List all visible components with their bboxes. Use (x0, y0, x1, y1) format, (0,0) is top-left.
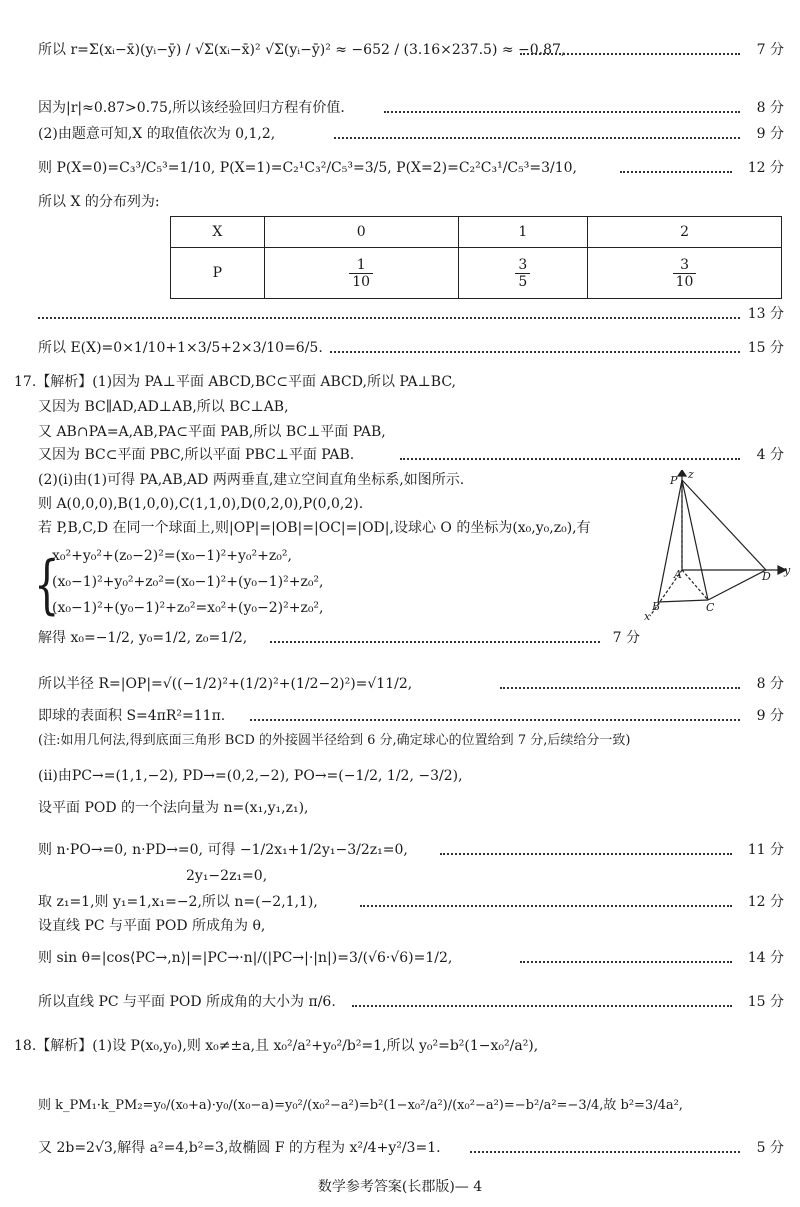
system-brace: { (34, 548, 60, 622)
label-z: z (688, 470, 694, 481)
pyramid-diagram (644, 470, 794, 620)
fraction-denominator: 10 (352, 273, 371, 290)
q17-text: 则 A(0,0,0),B(1,0,0),C(1,1,0),D(0,2,0),P(0,0,2). (38, 496, 364, 512)
score-label: 8 分 (753, 674, 784, 694)
score-label: 13 分 (744, 304, 784, 324)
table-cell (458, 248, 588, 299)
table-cell: P (171, 248, 265, 299)
edge-ac (682, 570, 708, 600)
table-cell: 0 (264, 217, 458, 248)
label-a: A (674, 568, 682, 581)
q17-text: 又因为 BC⊂平面 PBC,所以平面 PBC⊥平面 PAB. (38, 447, 355, 463)
table-cell: 1 (458, 217, 588, 248)
score-label: 14 分 (744, 948, 784, 968)
q18-text: 则 k_PM₁·k_PM₂=y₀/(x₀+a)·y₀/(x₀−a)=y₀²/(x₀²−a²)=b²(1−x₀²/a²)/(x₀²−a²)=−b²/a²=−3/4,故 b²=3/4a², (38, 1098, 683, 1113)
fraction-numerator: 3 (673, 257, 697, 274)
score-label: 15 分 (744, 992, 784, 1012)
label-y: y (784, 564, 791, 577)
probabilities-text: 则 P(X=0)=C₃³/C₅³=1/10, P(X=1)=C₂¹C₃²/C₅³=3/5, P(X=2)=C₂²C₃¹/C₅³=3/10, (38, 160, 577, 176)
dot-leader (620, 171, 732, 173)
q17-text: 17.【解析】(1)因为 PA⊥平面 ABCD,BC⊂平面 ABCD,所以 PA⊥BC, (14, 374, 457, 390)
q17-text: 又因为 BC∥AD,AD⊥AB,所以 BC⊥AB, (38, 399, 289, 415)
vectors-text: (ⅱ)由PC→=(1,1,−2), PD→=(0,2,−2), PO→=(−1/2, 1/2, −3/2), (38, 768, 463, 784)
fraction (673, 257, 697, 290)
table-cell (264, 248, 458, 299)
dot-leader (520, 961, 732, 963)
dot-leader (38, 317, 740, 319)
label-b: B (652, 600, 661, 613)
dot-leader (352, 1005, 732, 1007)
score-label: 12 分 (744, 158, 784, 178)
table-row (171, 248, 782, 299)
label-d: D (762, 570, 771, 583)
score-label: 4 分 (753, 445, 784, 465)
dot-leader (330, 351, 740, 353)
edge-bc (658, 600, 708, 602)
score-label: 7 分 (609, 628, 640, 648)
score-label: 15 分 (744, 338, 784, 358)
take-z-text: 取 z₁=1,则 y₁=1,x₁=−2,所以 n=(−2,1,1), (38, 894, 318, 910)
edge-pb (658, 480, 682, 602)
dot-leader (360, 905, 732, 907)
label-p: P (670, 474, 678, 487)
label-c: C (706, 601, 715, 614)
q17-text: 若 P,B,C,D 在同一个球面上,则|OP|=|OB|=|OC|=|OD|,设球心 O 的坐标为(x₀,y₀,z₀),有 (38, 520, 591, 536)
arrow-icon (678, 470, 686, 476)
edge-cd (708, 570, 766, 600)
normal-text: 设平面 POD 的一个法向量为 n=(x₁,y₁,z₁), (38, 800, 309, 816)
r-value-text: 因为|r|≈0.87>0.75,所以该经验回归方程有价值. (38, 100, 345, 116)
angle-def-text: 设直线 PC 与平面 POD 所成角为 θ, (38, 918, 266, 934)
label-x: x (644, 610, 651, 620)
r-formula-text: 所以 r=Σ(xᵢ−x̄)(yᵢ−ȳ) / √Σ(xᵢ−x̄)² √Σ(yᵢ−ȳ)² ≈ −652 / (3.16×237.5) ≈ −0.87, (38, 42, 566, 58)
edge-pd (682, 480, 766, 570)
sin-theta-text: 则 sin θ=|cos⟨PC→,n⟩|=|PC→·n|/(|PC→|·|n|)=3/(√6·√6)=1/2, (38, 950, 453, 966)
score-label: 9 分 (753, 124, 784, 144)
normal-system-text: 则 n·PO→=0, n·PD→=0, 可得 −1/2x₁+1/2y₁−3/2z₁=0, (38, 842, 408, 858)
q17-text: (2)(ⅰ)由(1)可得 PA,AB,AD 两两垂直,建立空间直角坐标系,如图所示. (38, 472, 465, 488)
dot-leader (500, 687, 740, 689)
fraction (515, 257, 530, 290)
score-label: 5 分 (753, 1138, 784, 1158)
table-cell: X (171, 217, 265, 248)
solve-text: 解得 x₀=−1/2, y₀=1/2, z₀=1/2, (38, 630, 248, 646)
radius-text: 所以半径 R=|OP|=√((−1/2)²+(1/2)²+(1/2−2)²)=√11/2, (38, 676, 413, 692)
normal-system-text: 2y₁−2z₁=0, (186, 868, 268, 884)
score-label: 12 分 (744, 892, 784, 912)
dot-leader (384, 111, 740, 113)
dot-leader (334, 137, 740, 139)
dot-leader (520, 53, 740, 55)
surface-text: 即球的表面积 S=4πR²=11π. (38, 708, 226, 724)
distribution-intro-text: 所以 X 的分布列为: (38, 194, 160, 210)
note-text: (注:如用几何法,得到底面三角形 BCD 的外接圆半径给到 6 分,确定球心的位置给到 7 分,后续给分一致) (38, 733, 631, 748)
score-label: 9 分 (753, 706, 784, 726)
distribution-table (170, 216, 782, 299)
system-equation: x₀²+y₀²+(z₀−2)²=(x₀−1)²+y₀²+z₀², (52, 548, 292, 564)
dot-leader (250, 719, 740, 721)
fraction-numerator: 1 (349, 257, 373, 274)
fraction-denominator: 10 (675, 273, 694, 290)
q17-text: 又 AB∩PA=A,AB,PA⊂平面 PAB,所以 BC⊥平面 PAB, (38, 424, 386, 440)
dot-leader (400, 458, 740, 460)
dot-leader (470, 1151, 740, 1153)
fraction-numerator: 3 (515, 257, 530, 274)
q18-text: 18.【解析】(1)设 P(x₀,y₀),则 x₀≠±a,且 x₀²/a²+y₀²/b²=1,所以 y₀²=b²(1−x₀²/a²), (14, 1038, 539, 1054)
dot-leader (270, 641, 600, 643)
angle-result-text: 所以直线 PC 与平面 POD 所成角的大小为 π/6. (38, 994, 336, 1010)
score-label: 7 分 (753, 40, 784, 60)
q18-text: 又 2b=2√3,解得 a²=4,b²=3,故椭圆 F 的方程为 x²/4+y²/3=1. (38, 1140, 441, 1156)
dot-leader (440, 853, 732, 855)
score-label: 8 分 (753, 98, 784, 118)
system-equation: (x₀−1)²+(y₀−1)²+z₀²=x₀²+(y₀−2)²+z₀², (52, 600, 324, 616)
x-values-text: (2)由题意可知,X 的取值依次为 0,1,2, (38, 126, 276, 142)
score-label: 11 分 (744, 840, 784, 860)
edge-pc (682, 480, 708, 600)
fraction (349, 257, 373, 290)
fraction-denominator: 5 (518, 273, 528, 290)
table-cell: 2 (588, 217, 782, 248)
expectation-text: 所以 E(X)=0×1/10+1×3/5+2×3/10=6/5. (38, 340, 323, 356)
table-header-row (171, 217, 782, 248)
system-equation: (x₀−1)²+y₀²+z₀²=(x₀−1)²+(y₀−1)²+z₀², (52, 574, 324, 590)
table-cell (588, 248, 782, 299)
page-footer: 数学参考答案(长郡版)— 4 (317, 1179, 483, 1195)
